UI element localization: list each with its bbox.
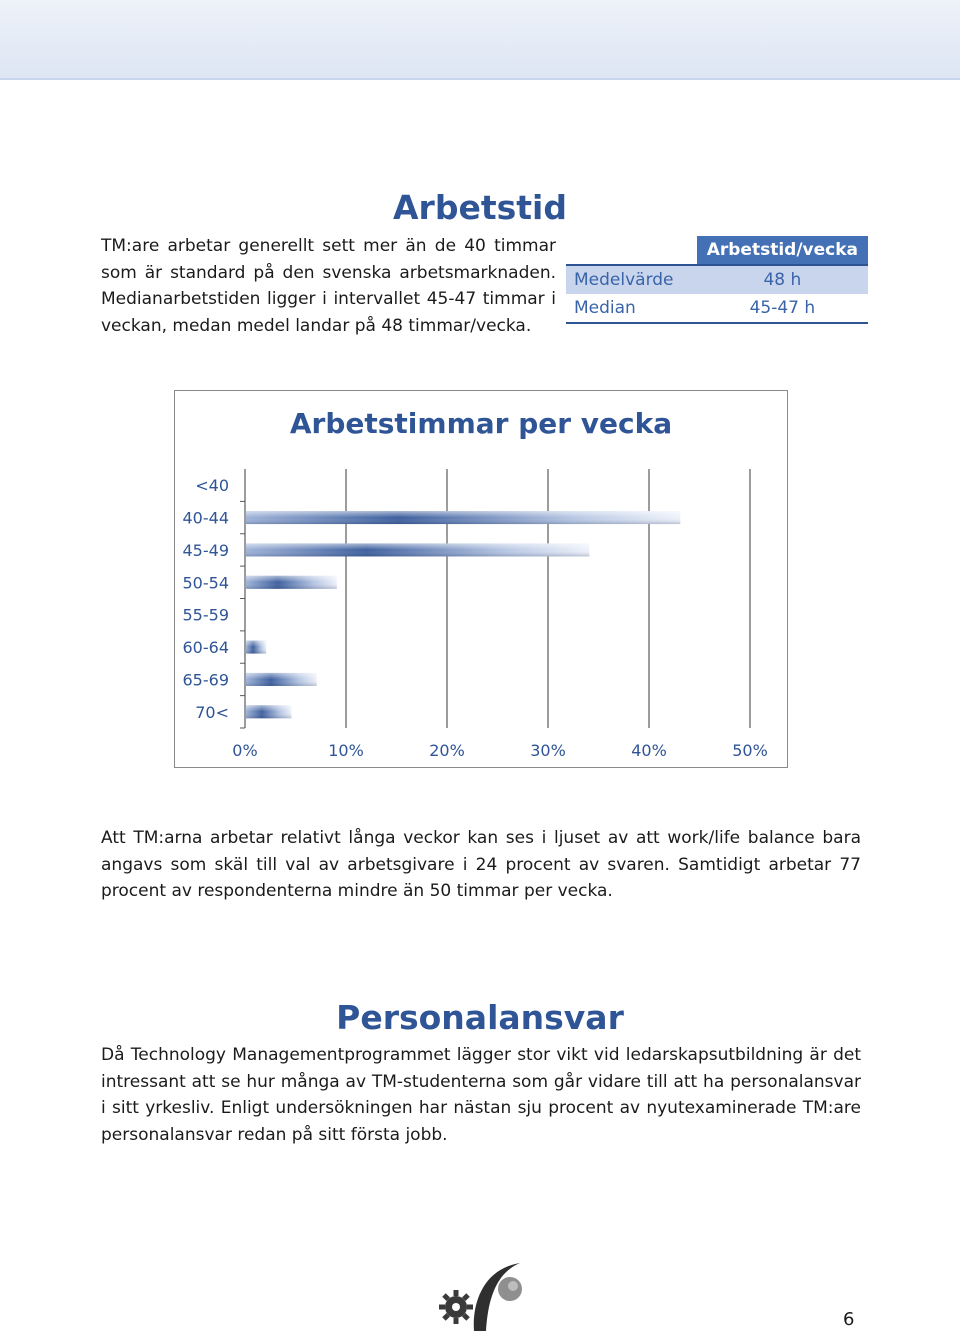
paragraph-personalansvar: Då Technology Managementprogrammet lägger stor vikt vid ledarskapsutbildning är det intressant att se hur många av TM-studenterna som går vidare till att ha personalansvar i sitt yrkesliv. Enligt undersökningen har nästan sju procent av nyutexaminerade TM:are personalansvar redan på sitt första jobb. bbox=[101, 1045, 861, 1145]
y-tick-label: 60-64 bbox=[182, 638, 229, 658]
gear-swoosh-logo-icon bbox=[434, 1255, 534, 1335]
y-tick-label: 50-54 bbox=[182, 573, 229, 593]
bar-highlight bbox=[246, 576, 337, 589]
x-tick-label: 10% bbox=[328, 741, 364, 760]
stats-row-label: Medelvärde bbox=[566, 265, 697, 294]
section-title-personalansvar: Personalansvar bbox=[336, 998, 624, 1037]
y-tick-label: 55-59 bbox=[182, 605, 229, 625]
x-tick-label: 50% bbox=[732, 741, 768, 760]
y-tick-label: 70< bbox=[195, 702, 229, 722]
intro-paragraph: TM:are arbetar generellt sett mer än de 40 timmar som är standard på den svenska arbetsmarknaden. Medianarbetstiden ligger i intervallet 45-47 timmar i veckan, medan medel landar på 48 timmar/vecka. bbox=[101, 236, 556, 336]
x-tick-label: 30% bbox=[530, 741, 566, 760]
y-tick-label: <40 bbox=[195, 476, 229, 496]
stats-table-header: Arbetstid/vecka bbox=[697, 236, 868, 265]
section-title-arbetstid: Arbetstid bbox=[393, 188, 567, 227]
page-number: 6 bbox=[843, 1309, 855, 1330]
stats-row-value: 45-47 h bbox=[697, 294, 868, 323]
y-tick-label: 40-44 bbox=[182, 508, 229, 528]
bar-highlight bbox=[246, 705, 291, 718]
stats-row-value: 48 h bbox=[697, 265, 868, 294]
y-tick-label: 65-69 bbox=[182, 670, 229, 690]
x-tick-label: 20% bbox=[429, 741, 465, 760]
chart-title: Arbetstimmar per vecka bbox=[289, 407, 673, 440]
stats-row-label: Median bbox=[566, 294, 697, 323]
bar-highlight bbox=[246, 543, 589, 556]
bar-highlight bbox=[246, 641, 266, 654]
paragraph-work-life: Att TM:arna arbetar relativt långa veckor kan ses i ljuset av att work/life balance bara angavs som skäl till val av arbetsgivare i 24 procent av svaren. Samtidigt arbetar 77 procent av respondenterna mindre än 50 timmar per vecka. bbox=[101, 828, 861, 901]
x-tick-label: 0% bbox=[232, 741, 258, 760]
bar-highlight bbox=[246, 673, 317, 686]
y-tick-label: 45-49 bbox=[182, 540, 229, 560]
x-tick-label: 40% bbox=[631, 741, 667, 760]
bar-highlight bbox=[246, 511, 680, 524]
